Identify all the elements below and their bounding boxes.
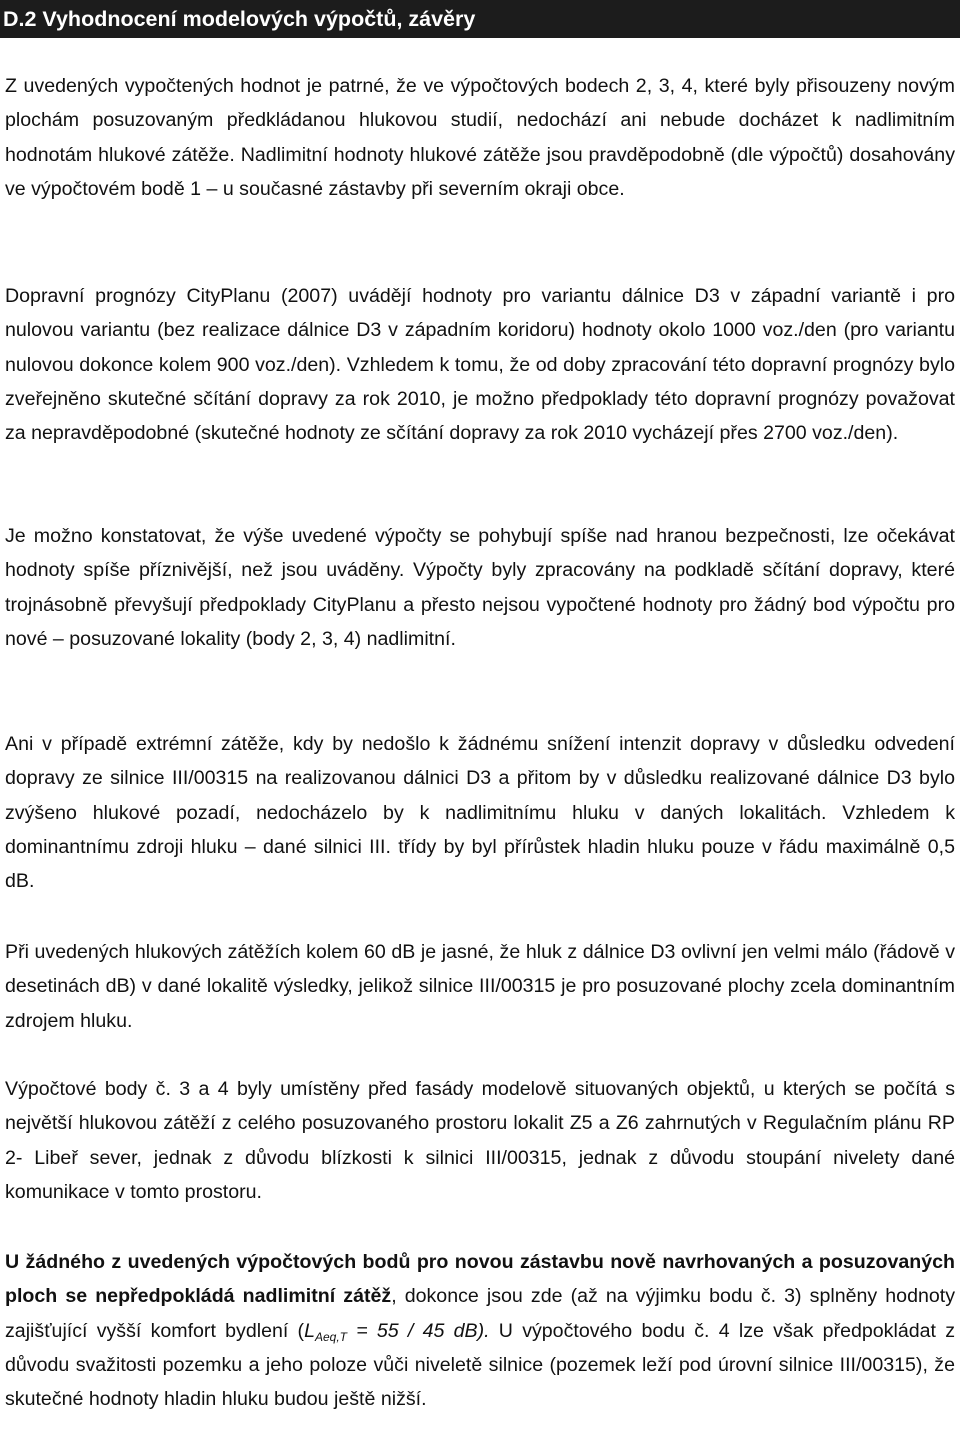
formula-symbol: L [304,1319,315,1342]
section-heading: D.2 Vyhodnocení modelových výpočtů, závěry [0,0,960,38]
conclusion-bold-statement: U žádného z uvedených výpočtových bodů pro novou zástavbu nově navrhovaných a posuzovaných ploch se nepředpokládá nadlimitní zátěž [5,1251,955,1308]
noise-limit-formula [304,1320,490,1342]
paragraph-safety-margin: Je možno konstatovat, že výše uvedené výpočty se pohybují spíše nad hranou bezpečnosti, lze očekávat hodnoty spíše příznivější, než jsou uváděny. Výpočty byly zpracovány na podkladě sčítání dopravy, které trojnásobně převyšují předpoklady CityPlanu a přesto nejsou vypočtené hodnoty pro žádný bod výpočtu pro nové – posuzované lokality (body 2, 3, 4) nadlimitní. [5,525,955,650]
paragraph-calculation-points: Výpočtové body č. 3 a 4 byly umístěny před fasády modelově situovaných objektů, u kterých se počítá s největší hlukovou zátěží z celého posuzovaného prostoru lokalit Z5 a Z6 zahrnutých v Regulačním plánu RP 2- Libeř sever, jednak z důvodu blízkosti k silnici III/00315, jednak z důvodu stoupání nivelety dané komunikace v tomto prostoru. [5,1078,955,1203]
paragraph-conclusion [5,1245,955,1416]
conclusion-text: , dokonce jsou zde (až na výjimku bodu č. 3) splněny hodnoty zajišťující vyšší komfort bydlení ( [5,1285,956,1342]
paragraph-noise-levels: Při uvedených hlukových zátěžích kolem 60 dB je jasné, že hluk z dálnice D3 ovlivní jen velmi málo (řádově v desetinách dB) v dané lokalitě výsledky, jelikož silnice III/00315 je pro posuzované plochy zcela dominantním zdrojem hluku. [5,941,955,1032]
paragraph-calculation-results: Z uvedených vypočtených hodnot je patrné, že ve výpočtových bodech 2, 3, 4, které byly přisouzeny novým plochám posuzovaným předkládanou hlukovou studií, nedochází ani nebude docházet k nadlimitním hodnotám hlukové zátěže. Nadlimitní hodnoty hlukové zátěže jsou pravděpodobně (dle výpočtů) dosahovány ve výpočtovém bodě 1 – u současné zástavby při severním okraji obce. [5,75,955,200]
formula-value: = 55 / 45 dB). [347,1319,490,1342]
paragraph-traffic-forecast: Dopravní prognózy CityPlanu (2007) uvádějí hodnoty pro variantu dálnice D3 v západní variantě i pro nulovou variantu (bez realizace dálnice D3 v západním koridoru) hodnoty okolo 1000 voz./den (pro variantu nulovou dokonce kolem 900 voz./den). Vzhledem k tomu, že od doby zpracování této dopravní prognózy bylo zveřejněno skutečné sčítání dopravy za rok 2010, je možno předpoklady této dopravní prognózy považovat za nepravděpodobné (skutečné hodnoty ze sčítání dopravy za rok 2010 vycházejí přes 2700 voz./den). [5,285,955,445]
formula-subscript: Aeq,T [314,1329,347,1344]
conclusion-text-continued: U výpočtového bodu č. 4 lze však předpokládat z důvodu svažitosti pozemku a jeho poloze vůči niveletě silnice (pozemek leží pod úrovní silnice III/00315), že skutečné hodnoty hladin hluku budou ještě nižší. [5,1319,955,1411]
paragraph-extreme-load: Ani v případě extrémní zátěže, kdy by nedošlo k žádnému snížení intenzit dopravy v důsledku odvedení dopravy ze silnice III/00315 na realizovanou dálnici D3 a přitom by v důsledku realizované dálnice D3 bylo zvýšeno hlukové pozadí, nedocházelo by k nadlimitnímu hluku v daných lokalitách. Vzhledem k dominantnímu zdroji hluku – dané silnici III. třídy by byl přírůstek hladin hluku pouze v řádu maximálně 0,5 dB. [5,733,955,893]
